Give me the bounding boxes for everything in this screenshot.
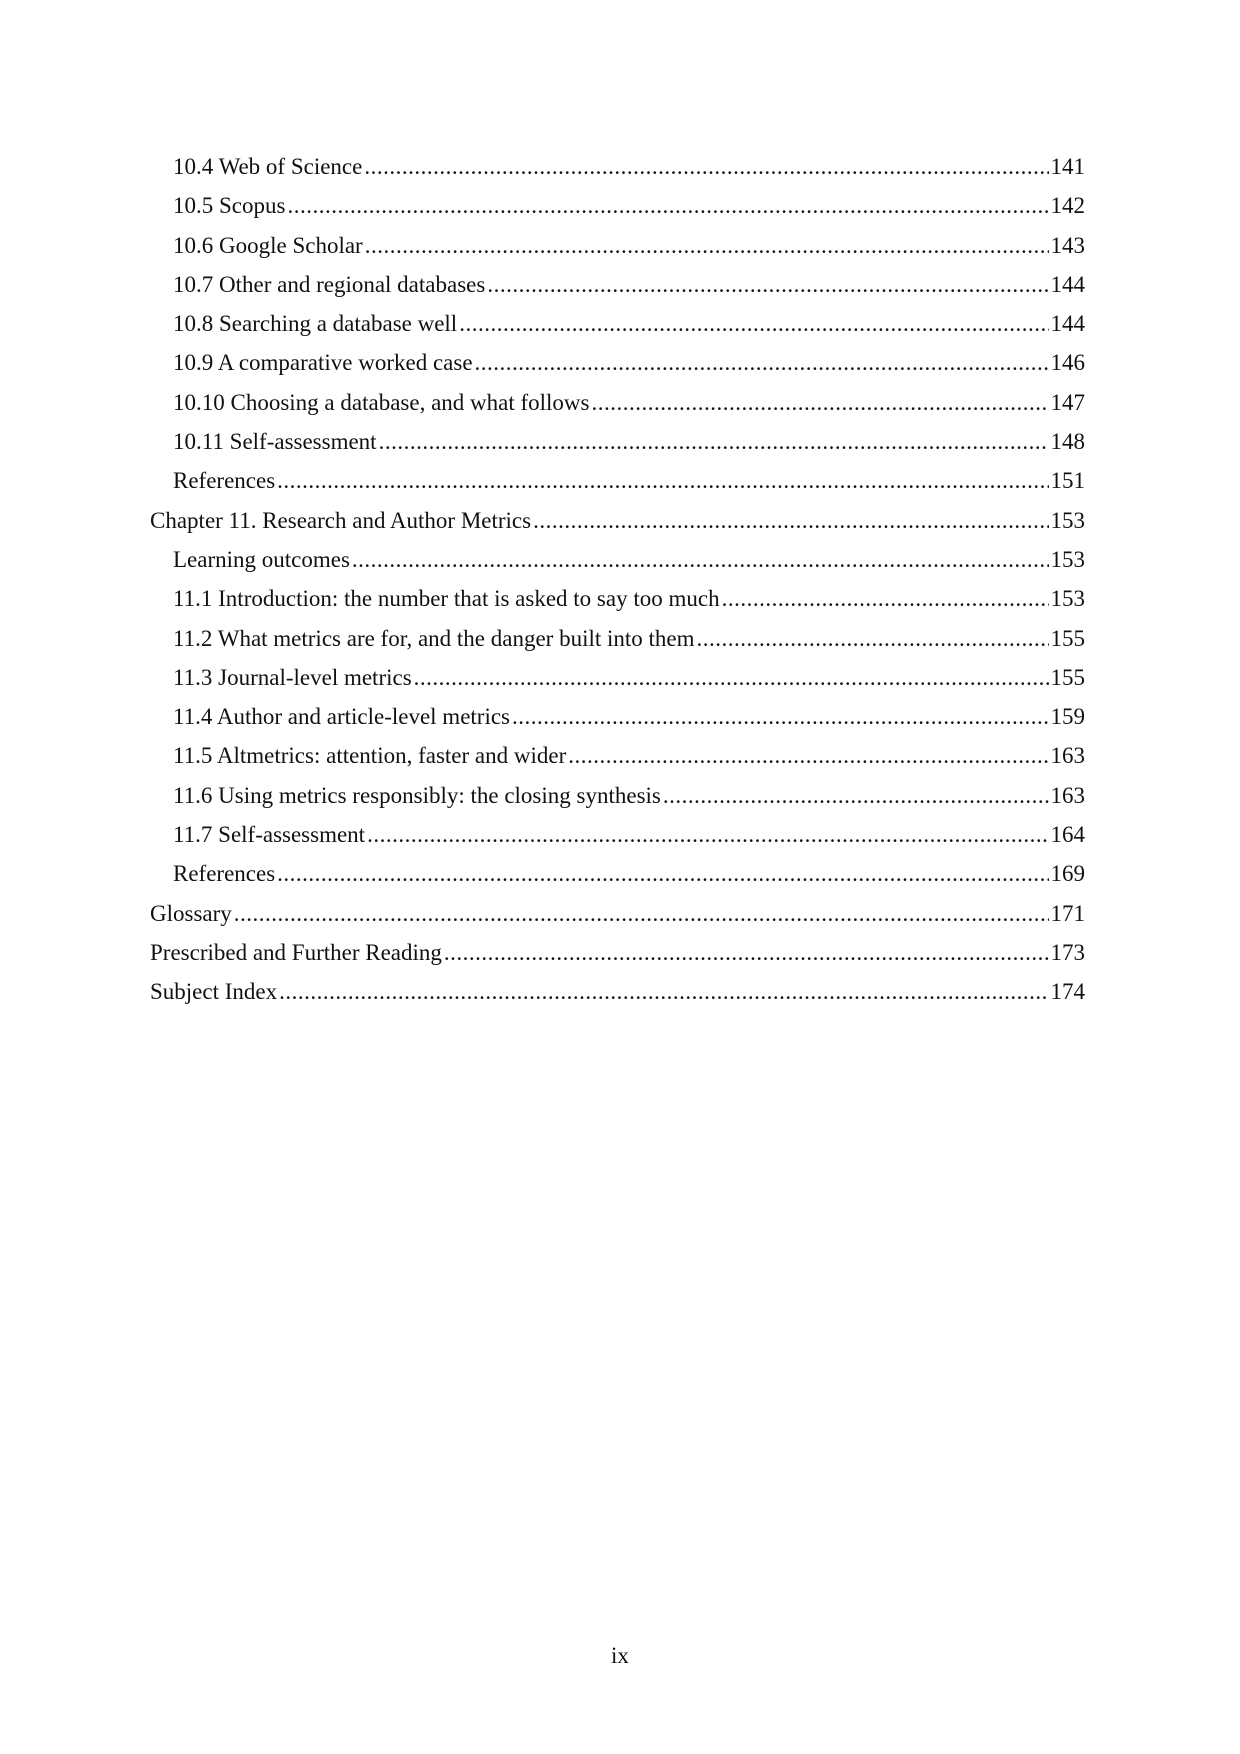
toc-entry — [150, 540, 1085, 579]
toc-entry-page: 163 — [1050, 743, 1085, 769]
toc-dot-leader — [277, 461, 1048, 500]
toc-dot-leader — [459, 304, 1048, 343]
toc-entry-title: 11.1 Introduction: the number that is asked to say too much — [173, 586, 720, 612]
toc-entry — [150, 343, 1085, 382]
toc-entry-title: 11.4 Author and article-level metrics — [173, 704, 511, 730]
toc-entry-title: References — [173, 468, 276, 494]
toc-entry — [150, 383, 1085, 422]
toc-entry-title: 11.5 Altmetrics: attention, faster and wider — [173, 743, 567, 769]
toc-entry-title: Learning outcomes — [173, 546, 350, 572]
toc-dot-leader — [663, 776, 1049, 815]
toc-entry-title: 10.9 A comparative worked case — [173, 350, 473, 376]
toc-dot-leader — [512, 697, 1048, 736]
toc-entry-title: 11.6 Using metrics responsibly: the closing synthesis — [173, 782, 661, 808]
toc-entry — [150, 815, 1085, 854]
toc-entry-page: 144 — [1050, 271, 1085, 297]
toc-entry — [150, 658, 1085, 697]
toc-entry-title: 10.11 Self-assessment — [173, 429, 377, 455]
toc-dot-leader — [487, 265, 1048, 304]
toc-entry — [150, 933, 1085, 972]
toc-entry — [150, 579, 1085, 618]
toc-dot-leader — [697, 619, 1049, 658]
toc-entry-title: Glossary — [150, 900, 232, 926]
toc-dot-leader — [287, 186, 1048, 225]
toc-entry-title: Prescribed and Further Reading — [150, 939, 442, 965]
toc-dot-leader — [475, 343, 1049, 382]
page-number: ix — [611, 1643, 629, 1668]
toc-dot-leader — [364, 147, 1048, 186]
toc-entry-title: 11.7 Self-assessment — [173, 822, 366, 848]
toc-entry-page: 171 — [1050, 900, 1085, 926]
toc-dot-leader — [722, 579, 1049, 618]
toc-entry-page: 155 — [1050, 625, 1085, 651]
toc-entry — [150, 147, 1085, 186]
toc-dot-leader — [414, 658, 1049, 697]
toc-entry-title: 11.3 Journal-level metrics — [173, 664, 412, 690]
toc-dot-leader — [277, 854, 1048, 893]
toc-entry-page: 169 — [1050, 861, 1085, 887]
table-of-contents — [150, 147, 1085, 1012]
toc-entry-page: 151 — [1050, 468, 1085, 494]
toc-entry-page: 144 — [1050, 311, 1085, 337]
toc-entry-title: References — [173, 861, 276, 887]
toc-entry-page: 153 — [1050, 507, 1085, 533]
toc-entry — [150, 972, 1085, 1011]
toc-dot-leader — [365, 226, 1049, 265]
toc-entry — [150, 854, 1085, 893]
toc-entry — [150, 461, 1085, 500]
toc-entry-title: 10.4 Web of Science — [173, 154, 363, 179]
toc-entry — [150, 226, 1085, 265]
toc-entry — [150, 619, 1085, 658]
toc-dot-leader — [568, 736, 1048, 775]
toc-entry-page: 174 — [1050, 979, 1085, 1005]
toc-entry-page: 173 — [1050, 939, 1085, 965]
toc-dot-leader — [367, 815, 1048, 854]
toc-entry-page: 146 — [1050, 350, 1085, 376]
toc-entry — [150, 186, 1085, 225]
toc-entry — [150, 304, 1085, 343]
toc-entry-page: 153 — [1050, 586, 1085, 612]
toc-entry-title: Chapter 11. Research and Author Metrics — [150, 507, 532, 533]
toc-entry-title: Subject Index — [150, 979, 278, 1005]
toc-entry-page: 163 — [1050, 782, 1085, 808]
toc-entry — [150, 736, 1085, 775]
toc-entry-page: 155 — [1050, 664, 1085, 690]
toc-entry — [150, 501, 1085, 540]
toc-entry-page: 148 — [1050, 429, 1085, 455]
toc-entry-page: 164 — [1050, 822, 1085, 848]
toc-entry-title: 10.6 Google Scholar — [173, 232, 363, 258]
toc-entry-page: 142 — [1050, 193, 1085, 219]
toc-entry-title: 10.5 Scopus — [173, 193, 286, 219]
toc-entry-page: 143 — [1050, 232, 1085, 258]
toc-entry — [150, 697, 1085, 736]
toc-entry — [150, 265, 1085, 304]
toc-entry-title: 10.8 Searching a database well — [173, 311, 458, 337]
toc-dot-leader — [352, 540, 1049, 579]
toc-entry-title: 10.10 Choosing a database, and what follows — [173, 389, 590, 415]
toc-dot-leader — [234, 894, 1049, 933]
toc-dot-leader — [591, 383, 1048, 422]
toc-entry-title: 10.7 Other and regional databases — [173, 271, 486, 297]
toc-entry-page: 159 — [1050, 704, 1085, 730]
toc-entry — [150, 894, 1085, 933]
toc-entry-page: 153 — [1050, 546, 1085, 572]
toc-dot-leader — [379, 422, 1049, 461]
toc-entry — [150, 776, 1085, 815]
toc-entry-page: 141 — [1050, 154, 1085, 179]
toc-entry-title: 11.2 What metrics are for, and the danger built into them — [173, 625, 695, 651]
toc-entry-page: 147 — [1050, 389, 1085, 415]
toc-dot-leader — [444, 933, 1049, 972]
toc-dot-leader — [533, 501, 1048, 540]
toc-entry — [150, 422, 1085, 461]
toc-dot-leader — [279, 972, 1048, 1011]
